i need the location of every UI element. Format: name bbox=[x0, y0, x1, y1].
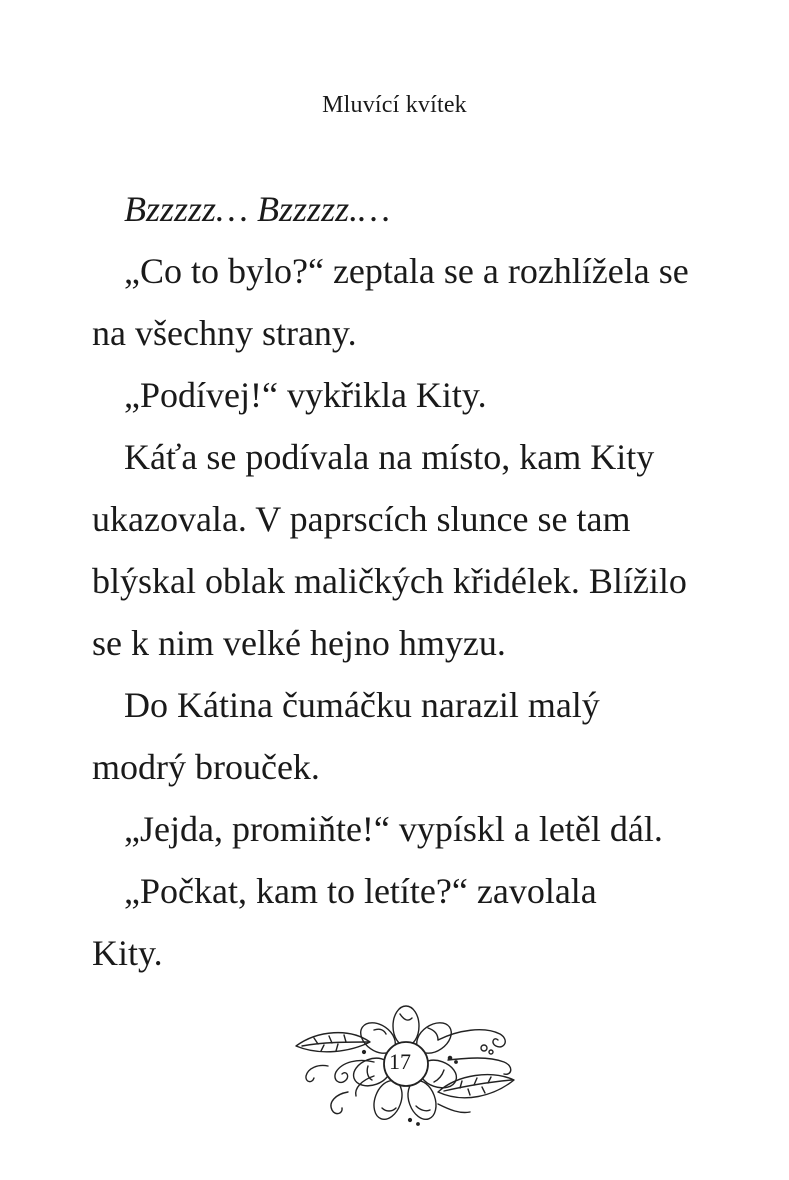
text-line: Do Kátina čumáčku narazil malý bbox=[124, 685, 600, 725]
page-text bbox=[92, 178, 712, 984]
text-line: modrý brouček. bbox=[92, 747, 320, 787]
text-line: na všechny strany. bbox=[92, 313, 357, 353]
text-line: Bzzzzz… Bzzzzz.… bbox=[124, 189, 391, 229]
page-number: 17 bbox=[389, 1049, 411, 1074]
text-line: „Co to bylo?“ zeptala se a rozhlížela se bbox=[124, 251, 689, 291]
text-line: se k nim velké hejno hmyzu. bbox=[92, 623, 506, 663]
text-line: „Počkat, kam to letíte?“ zavolala bbox=[124, 871, 597, 911]
text-line: „Jejda, promiňte!“ vypískl a letěl dál. bbox=[124, 809, 663, 849]
text-line: „Podívej!“ vykřikla Kity. bbox=[124, 375, 487, 415]
running-title: Mluvící kvítek bbox=[322, 92, 467, 118]
text-line: Káťa se podívala na místo, kam Kity bbox=[124, 437, 655, 477]
text-line: Kity. bbox=[92, 933, 163, 973]
text-line: ukazovala. V paprscích slunce se tam bbox=[92, 499, 631, 539]
text-line: blýskal oblak maličkých křidélek. Blížilo bbox=[92, 561, 687, 601]
